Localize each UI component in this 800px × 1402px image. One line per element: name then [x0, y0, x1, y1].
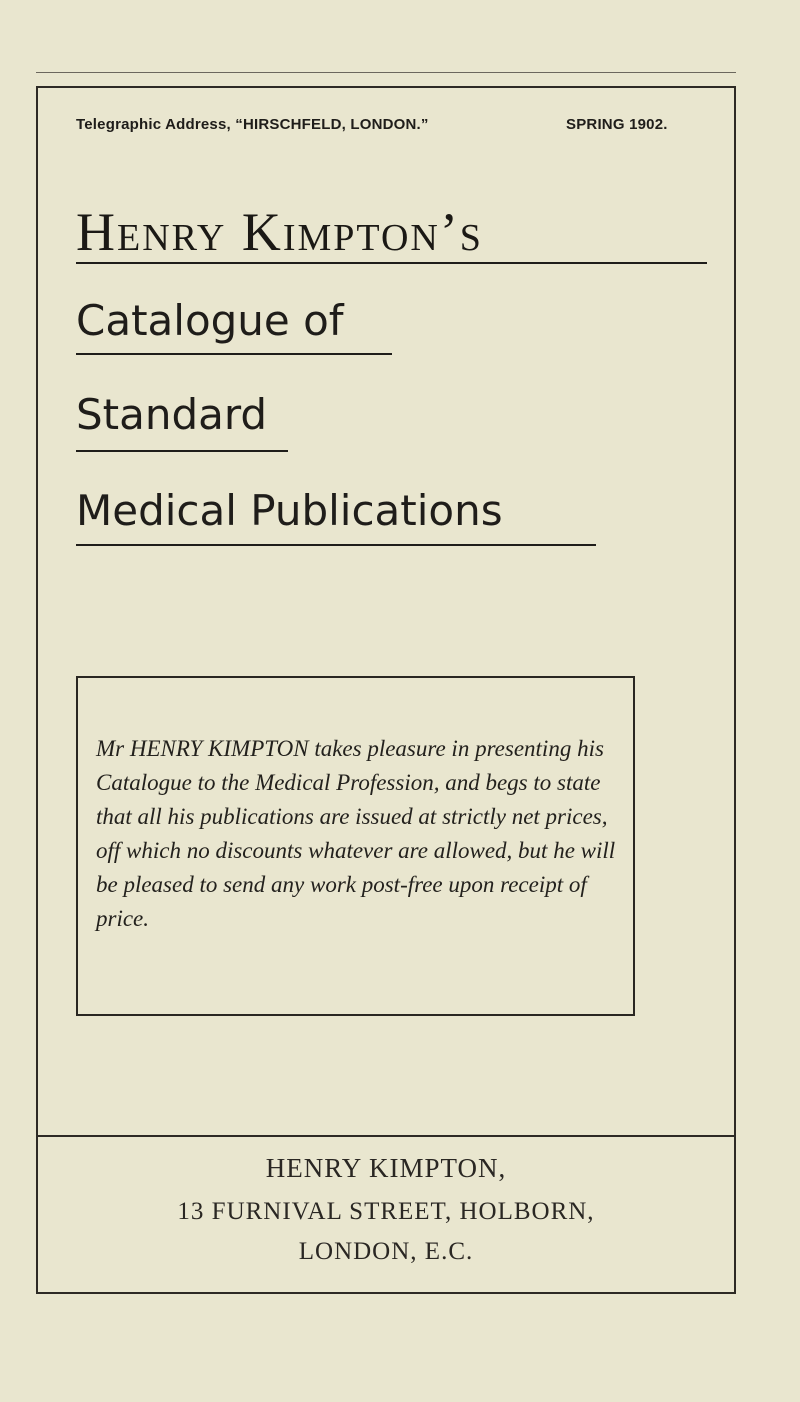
- notice-text: Mr HENRY KIMPTON takes pleasure in presenting his Catalogue to the Medical Profession, and begs to state that all his publications are issued at strictly net prices, off which no discounts whatever are allowed, but he will be pleased to send any work post-free upon receipt of price.: [96, 736, 616, 931]
- catalogue-title: Henry Kimpton’s: [76, 202, 483, 262]
- season-label: SPRING 1902.: [566, 116, 668, 133]
- subtitle-medical-publications: Medical Publications: [76, 486, 503, 535]
- publisher-city: LONDON, E.C.: [298, 1238, 474, 1265]
- footer-divider: [36, 1135, 736, 1137]
- title-underline: [76, 262, 707, 264]
- publisher-street: 13 FURNIVAL STREET, HOLBORN,: [177, 1198, 595, 1225]
- subtitle-underline-3: [76, 544, 596, 546]
- subtitle-underline-1: [76, 353, 392, 355]
- subtitle-underline-2: [76, 450, 288, 452]
- top-border-rule: [36, 72, 736, 73]
- telegraphic-address: Telegraphic Address, “HIRSCHFELD, LONDON.”: [76, 116, 429, 133]
- subtitle-standard: Standard: [76, 390, 268, 439]
- publisher-name: HENRY KIMPTON,: [265, 1153, 507, 1183]
- subtitle-catalogue-of: Catalogue of: [76, 296, 344, 345]
